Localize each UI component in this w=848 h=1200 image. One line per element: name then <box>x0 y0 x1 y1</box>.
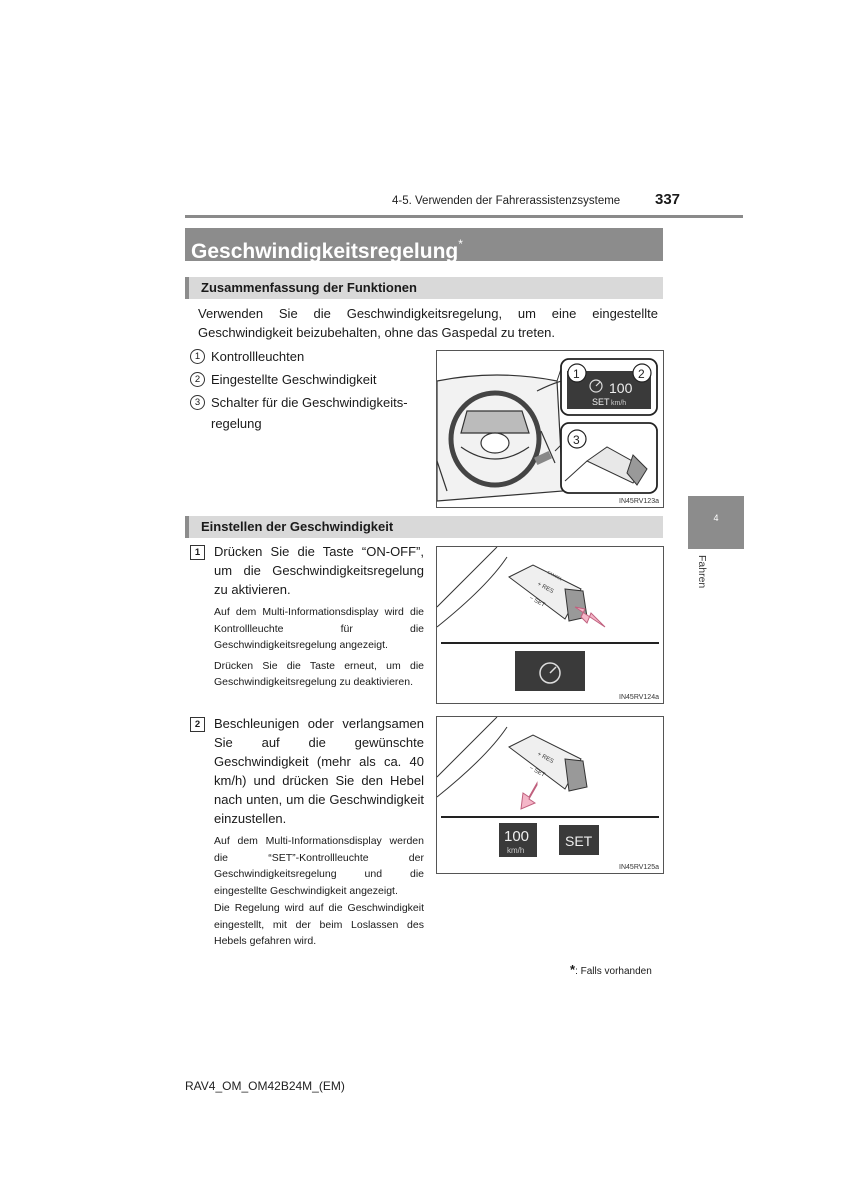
chapter-number: 4 <box>713 513 719 523</box>
item-text: Eingestellte Geschwindigkeit <box>211 372 377 387</box>
display-unit-label: km/h <box>611 400 627 407</box>
summary-intro: Verwenden Sie die Geschwindigkeitsregelung, um eine eingestellte Geschwindigkeit beizubehalten, ohne das Gaspedal zu treten. <box>198 306 658 340</box>
item-text: Schalter für die Geschwindigkeits- regelung <box>211 395 408 431</box>
lever-press-illustration <box>437 547 663 703</box>
list-item <box>190 369 425 390</box>
set-speed-unit: km/h <box>507 846 525 855</box>
lever-set-label: − SET <box>528 765 546 779</box>
step-number-badge: 2 <box>190 717 205 732</box>
page-title <box>185 228 663 261</box>
item-number-badge: 2 <box>190 372 205 387</box>
header-rule <box>185 215 743 218</box>
lever-cancel-label: CANCEL <box>546 569 564 582</box>
indicator-display <box>515 651 585 691</box>
lever-down-figure <box>436 716 664 874</box>
callout-1-label: 1 <box>573 367 580 381</box>
footnote-text: : Falls vorhanden <box>575 966 652 977</box>
callout-2-label: 2 <box>638 367 645 381</box>
step-note: Die Regelung wird auf die Geschwindigkeit eingestellt, mit der beim Loslassen des Hebels gefahren wird. <box>214 902 424 947</box>
lever-onoff-button <box>565 759 587 791</box>
section-heading-setting: Einstellen der Geschwindigkeit <box>185 516 663 538</box>
figure-code: IN45RV125a <box>619 864 659 871</box>
dashboard-illustration <box>437 351 663 507</box>
list-item <box>190 346 425 367</box>
figure-code: IN45RV124a <box>619 694 659 701</box>
set-indicator-label: SET <box>565 833 593 849</box>
step-instruction: Drücken Sie die Taste “ON-OFF”, um die Geschwindigkeitsregelung zu aktivieren. <box>214 544 424 597</box>
page-number: 337 <box>655 191 681 208</box>
display-speed-value: 100 <box>609 380 633 396</box>
item-number-badge: 1 <box>190 349 205 364</box>
page-title-text: Geschwindigkeitsregelung <box>191 240 459 263</box>
step-note: Drücken Sie die Taste erneut, um die Geschwindigkeitsregelung zu deaktivieren. <box>214 659 424 688</box>
chapter-tab <box>688 496 744 549</box>
push-down-arrow-icon <box>521 783 537 809</box>
lever-res-label: + RES <box>536 581 555 595</box>
step-number-badge: 1 <box>190 545 205 560</box>
lever-press-figure <box>436 546 664 704</box>
step-1 <box>190 542 426 691</box>
display-set-label: SET <box>592 397 610 407</box>
section-heading-summary: Zusammenfassung der Funktionen <box>185 277 663 299</box>
dashboard-figure <box>436 350 664 508</box>
footnote-mark: * <box>570 962 576 977</box>
lever-set-label: − SET <box>528 595 546 609</box>
lever-res-label: + RES <box>536 751 555 765</box>
figure-code: IN45RV123a <box>619 498 659 505</box>
list-item <box>190 392 425 434</box>
running-header-section: 4-5. Verwenden der Fahrerassistenzsysteme <box>392 195 621 207</box>
chapter-label: Fahren <box>696 555 708 589</box>
lever-down-illustration <box>437 717 663 873</box>
step-note: Auf dem Multi-Informationsdisplay wird die Kontrollleuchte für die Geschwindigkeitsregelung angezeigt. <box>214 606 424 651</box>
footer-doc-id: RAV4_OM_OM42B24M_(EM) <box>185 1079 345 1093</box>
set-speed-value: 100 <box>504 828 530 845</box>
step-note: Auf dem Multi-Informationsdisplay werden die “SET”-Kontrollleuchte der Geschwindigkeitsregelung und die eingestellte Geschwindigkeit angezeigt. <box>214 835 424 897</box>
step-instruction: Beschleunigen oder verlangsamen Sie auf die gewünschte Geschwindigkeit (mehr als ca. 40 km/h) und drücken Sie den Hebel nach unten, um die Geschwindigkeit einzustellen. <box>214 716 424 826</box>
item-number-badge: 3 <box>190 395 205 410</box>
title-footnote-mark: * <box>458 237 463 251</box>
step-2 <box>190 714 426 950</box>
callout-3-label: 3 <box>573 433 580 447</box>
footnote <box>570 962 652 977</box>
item-text: Kontrollleuchten <box>211 349 305 364</box>
summary-item-list <box>190 346 425 434</box>
